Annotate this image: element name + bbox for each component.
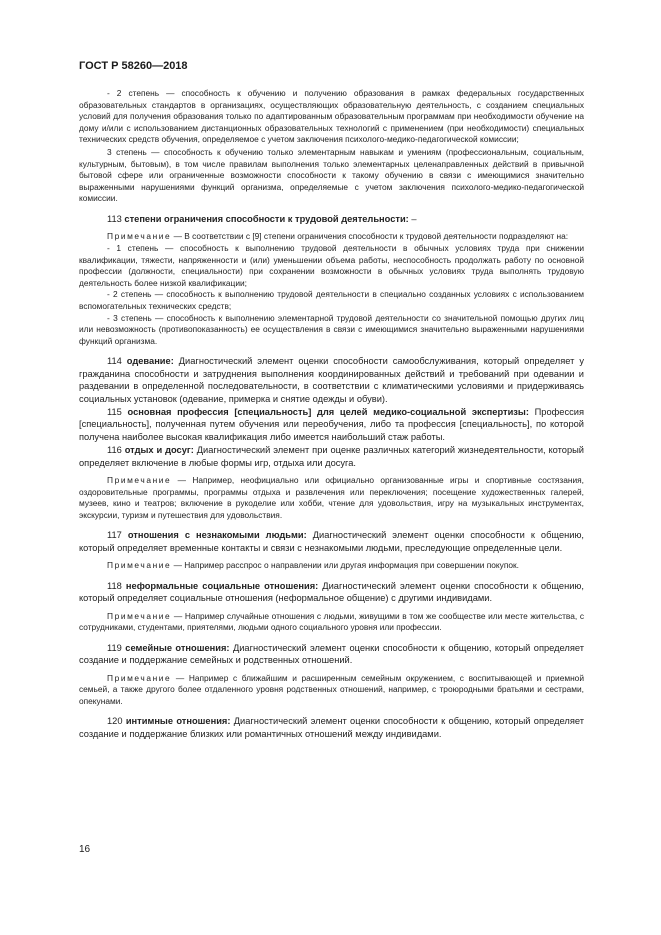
- term-definition: –: [408, 213, 417, 224]
- note: [79, 231, 584, 243]
- term-definition: Диагностический элемент оценки способности к общению, который определяет создание и поддержание близких или романтичных отношений между индивидами.: [79, 716, 584, 739]
- term-title: основная профессия [специальность] для целей медико-социальной экспертизы:: [127, 406, 529, 417]
- term-number: 119: [107, 642, 122, 653]
- note-label: Примечание: [107, 474, 172, 485]
- term-title: семейные отношения:: [125, 642, 230, 653]
- term-entry-114: [79, 355, 584, 405]
- term-definition: Диагностический элемент оценки способности к общению, который определяет социальные отношения (неформальное общение) с другими индивидами.: [79, 580, 584, 604]
- note-label: Примечание: [107, 231, 172, 242]
- note-label: Примечание: [107, 672, 172, 683]
- list-item: - 2 степень — способность к выполнению трудовой деятельности в специально созданных условиях с использованием вспомогательных технических средств;: [79, 289, 584, 311]
- term-entry-113: [79, 213, 584, 225]
- term-entry-117: [79, 529, 584, 554]
- term-entry-120: [79, 715, 584, 740]
- term-definition: Диагностический элемент оценки способности к общению, который определяет временные контакты и связи с незнакомыми людьми, преследующие определенные цели.: [79, 530, 585, 553]
- list-item: - 1 степень — способность к выполнению трудовой деятельности в обычных условиях труда при снижении квалификации, тяжести, напряженности и (или) уменьшении объема работы, неспособность продолжать работу по основной профессии (должности, специальности) при сохранении возможности в обычных условиях труда выполнять трудовую деятельность более низкой квалификации;: [79, 242, 584, 288]
- note-text: — Например с ближайшим и расширенным семейным окружением, с воспитывающей и приемной семьей, а также другого более отдаленного уровня родственных отношений, например, с троюродными братьями и сестрами, опекунами.: [79, 672, 584, 706]
- note-text: — Например расспрос о направлении или другая информация при совершении покупок.: [171, 560, 519, 571]
- term-title: степени ограничения способности к трудовой деятельности:: [124, 213, 409, 224]
- term-definition: Диагностический элемент при оценке различных категорий жизнедеятельности, который определяет включение в любые формы игр, отдыха или досуга.: [79, 445, 584, 468]
- term-entry-118: [79, 580, 584, 605]
- term-title: отношения с незнакомыми людьми:: [127, 530, 307, 541]
- note-label: Примечание: [107, 610, 172, 621]
- note: [79, 560, 584, 572]
- term-entry-116: [79, 444, 584, 469]
- term-definition: Профессия [специальность], полученная путем обучения или переобучения, либо та профессия [специальность], по которой получена наиболее высокая квалификация либо имеется наибольший стаж работы.: [79, 406, 584, 442]
- term-definition: Диагностический элемент оценки способности самообслуживания, который определяет у гражданина способности и затруднения выполнения координированных действий и требований при одевании и раздевании в определенной последовательности, в соответствии с климатическими условиями и придерживаясь социальных установок (одевание, примерка и снятие одежды и обуви).: [79, 356, 584, 404]
- term-number: 115: [107, 406, 122, 417]
- note-label: Примечание: [107, 560, 172, 571]
- note: [79, 475, 584, 521]
- term-number: 117: [107, 530, 122, 541]
- term-number: 120: [107, 716, 123, 727]
- note-text: — Например случайные отношения с людьми, живущими в том же сообществе или месте жительства, с сотрудниками, студентами, приятелями, людьми одного социального уровня или профессии.: [79, 610, 584, 633]
- term-number: 118: [107, 580, 122, 591]
- term-title: интимные отношения:: [125, 716, 231, 727]
- term-entry-119: [79, 642, 584, 667]
- document-header: ГОСТ Р 58260—2018: [79, 60, 188, 72]
- note: [79, 673, 584, 708]
- term-definition: Диагностический элемент оценки способности к общению, который определяет создание и поддержание семейных и родственных отношений.: [79, 642, 584, 666]
- term-entry-115: [79, 406, 584, 443]
- list-item: - 3 степень — способность к выполнению элементарной трудовой деятельности со значительной помощью других лиц или невозможность (противопоказанность) ее осуществления в связи с имеющимися значительно выраженными нарушениями функций организма.: [79, 312, 584, 346]
- page-number: 16: [79, 844, 91, 855]
- term-title: одевание:: [126, 356, 174, 367]
- term-title: отдых и досуг:: [124, 445, 194, 456]
- term-number: 114: [107, 356, 122, 367]
- note-text: — В соответствии с [9] степени ограничения способности к трудовой деятельности подразделяют на:: [171, 231, 569, 242]
- term-number: 113: [107, 213, 122, 224]
- term-number: 116: [107, 445, 122, 456]
- note-text: — Например, неофициально или официально организованные игры и спортивные состязания, оздоровительные программы, программы отдыха и развлечения или переключения; посещение художественных галерей, музеев, кино и театров; включение в рукоделие или хобби, чтение для удовольствия, игру на музыкальных инструментах, экскурсии, туризм и путешествия для удовольствия.: [79, 474, 584, 520]
- list-item: 3 степень — способность к обучению только элементарным навыкам и умениям (профессиональным, социальным, культурным, бытовым), в том числе правилам выполнения только элементарных целенаправленных действий в привычной бытовой сфере или ограниченные возможности способности к такому обучению в связи с имеющимися значительно выраженными нарушениями функций организма, определяемые с учетом заключения психолого-медико-педагогической комиссии.: [79, 146, 584, 204]
- list-item: - 2 степень — способность к обучению и получению образования в рамках федеральных государственных образовательных стандартов в организациях, осуществляющих образовательную деятельность, с созданием специальных условий для получения образования только по адаптированным образовательным программам при необходимости обучение на дому и/или с использованием дистанционных образовательных технологий с применением (при необходимости) специальных технических средств обучения, определяемое с учетом заключения психолого-медико-педагогической комиссии;: [79, 88, 584, 145]
- document-body: [79, 88, 584, 740]
- term-title: неформальные социальные отношения:: [125, 580, 319, 591]
- note: [79, 611, 584, 634]
